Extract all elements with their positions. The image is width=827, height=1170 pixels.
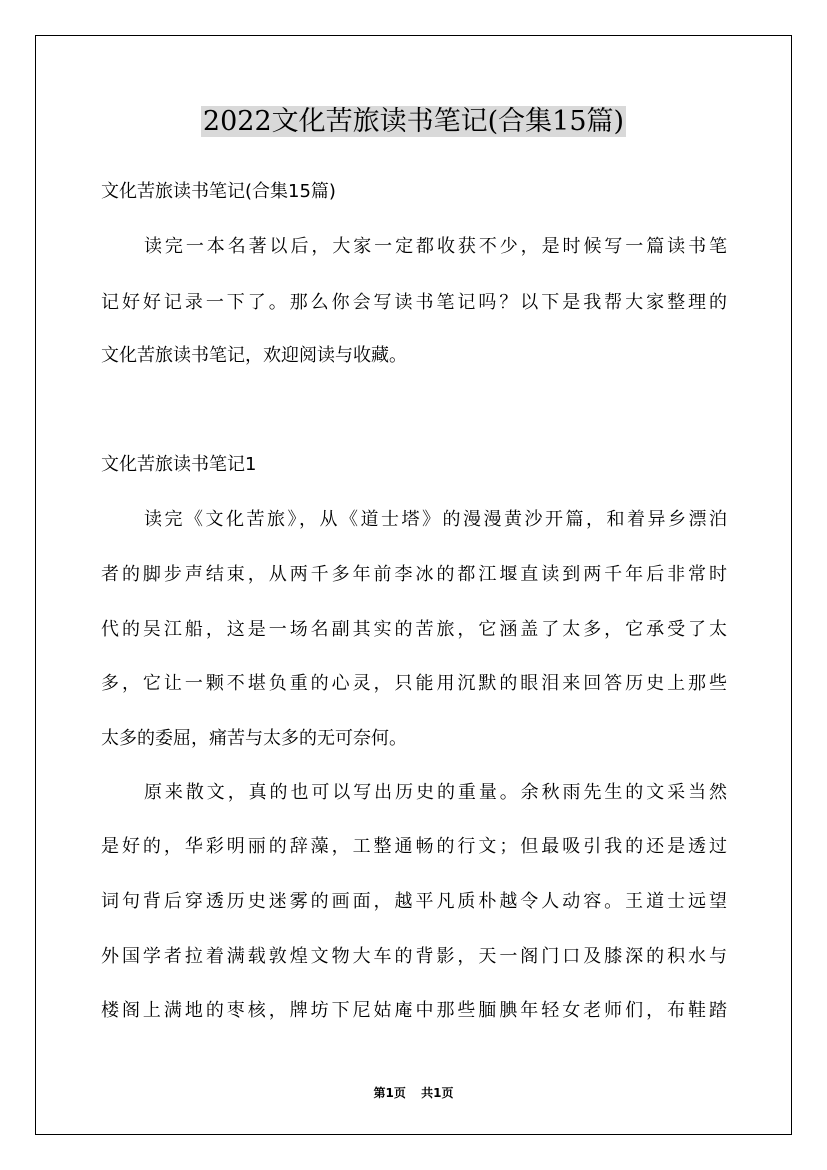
- paragraph2-line: 外国学者拉着满载敦煌文物大车的背影，天一阁门口及膝深的积水与: [101, 946, 727, 967]
- paragraph2-line: 楼阁上满地的枣核，牌坊下尼姑庵中那些腼腆年轻女老师们，布鞋踏: [101, 1000, 727, 1021]
- document-title: [0, 103, 827, 141]
- page-total: 共1页: [421, 1086, 454, 1100]
- paragraph2-line: 是好的，华彩明丽的辞藻，工整通畅的行文；但最吸引我的还是透过: [101, 836, 727, 857]
- section-heading: 文化苦旅读书笔记1: [101, 454, 257, 475]
- paragraph1-line: 者的脚步声结束，从两千多年前李冰的都江堰直读到两千年后非常时: [101, 564, 727, 585]
- paragraph2-line: 原来散文，真的也可以写出历史的重量。余秋雨先生的文采当然: [144, 782, 727, 803]
- intro-line: 文化苦旅读书笔记，欢迎阅读与收藏。: [101, 345, 407, 366]
- intro-line: 记好好记录一下了。那么你会写读书笔记吗？以下是我帮大家整理的: [101, 292, 727, 313]
- paragraph1-line: 太多的委屈，痛苦与太多的无可奈何。: [101, 728, 407, 749]
- paragraph1-line: 代的吴江船，这是一场名副其实的苦旅，它涵盖了太多，它承受了太: [101, 619, 727, 640]
- page-number: 第1页: [373, 1086, 406, 1100]
- page-footer: [0, 1084, 827, 1101]
- paragraph2-line: 词句背后穿透历史迷雾的画面，越平凡质朴越令人动容。王道士远望: [101, 891, 727, 912]
- subtitle: 文化苦旅读书笔记(合集15篇): [101, 181, 336, 202]
- paragraph1-line: 读完《文化苦旅》，从《道士塔》的漫漫黄沙开篇，和着异乡漂泊: [144, 509, 727, 530]
- paragraph1-line: 多，它让一颗不堪负重的心灵，只能用沉默的眼泪来回答历史上那些: [101, 673, 727, 694]
- document-title-text: 2022文化苦旅读书笔记(合集15篇): [202, 106, 625, 137]
- intro-line: 读完一本名著以后，大家一定都收获不少，是时候写一篇读书笔: [144, 236, 727, 257]
